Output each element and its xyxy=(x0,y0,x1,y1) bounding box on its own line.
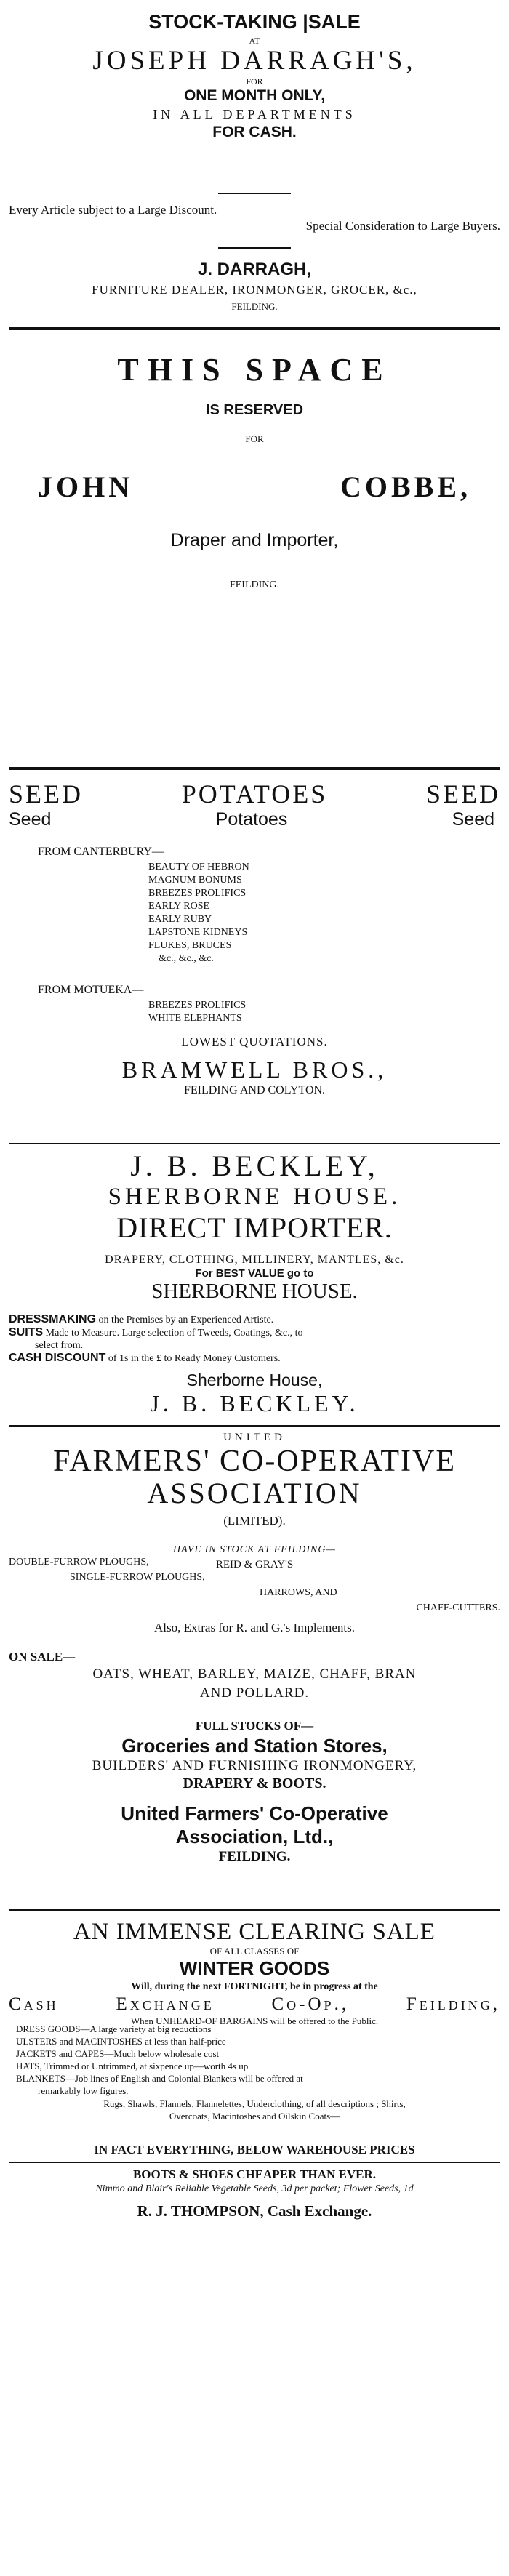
farmers-on-sale: ON SALE— xyxy=(9,1650,76,1664)
list-item: EARLY ROSE xyxy=(148,901,210,912)
thompson-rugs-2: Overcoats, Macintoshes and Oilskin Coats— xyxy=(169,2111,340,2122)
list-item: BREEZES PROLIFICS xyxy=(148,888,247,899)
section-rule-4 xyxy=(9,1425,500,1427)
list-item: JACKETS and CAPES—Much below wholesale cost xyxy=(16,2048,220,2059)
darragh-proprietor-block xyxy=(9,259,500,314)
farmers-item-2: SINGLE-FURROW PLOUGHS, xyxy=(70,1572,205,1583)
list-item: DRESS GOODS—A large variety at big reductions xyxy=(16,2023,212,2034)
thompson-rugs-1: Rugs, Shawls, Flannels, Flannelettes, Underclothing, of all descriptions ; Shirts, xyxy=(103,2098,406,2109)
cobbe-name-row xyxy=(9,470,500,505)
beckley-house: SHERBORNE HOUSE. xyxy=(108,1184,401,1210)
list-item: EARLY RUBY xyxy=(148,914,212,925)
cobbe-headline: THIS SPACE xyxy=(117,352,392,388)
farmers-title-2: ASSOCIATION xyxy=(147,1477,362,1509)
thompson-boots-block xyxy=(9,2167,500,2220)
bramwell-advertisement xyxy=(9,779,500,1098)
bramwell-subheading-row xyxy=(9,808,500,830)
list-item: LAPSTONE KIDNEYS xyxy=(148,927,248,938)
beckley-suits-label: SUITS xyxy=(9,1326,44,1339)
darragh-discount-line: Every Article subject to a Large Discount. xyxy=(9,203,217,217)
darragh-business-name: JOSEPH DARRAGH'S, xyxy=(92,46,417,76)
cobbe-reserved: IS RESERVED xyxy=(205,402,304,418)
cobbe-town: FEILDING. xyxy=(229,579,280,590)
beckley-cash xyxy=(9,1352,500,1365)
darragh-trades: FURNITURE DEALER, IRONMONGER, GROCER, &c., xyxy=(92,283,417,297)
darragh-short-rule xyxy=(218,193,291,194)
beckley-advertisement xyxy=(9,1150,500,1303)
thompson-everything: IN FACT EVERYTHING, BELOW WAREHOUSE PRICES xyxy=(94,2143,415,2156)
beckley-suits-text: Made to Measure. Large selection of Tweeds, Coatings, &c., to xyxy=(45,1328,303,1339)
darragh-discount-block xyxy=(9,202,500,234)
list-item: HATS, Trimmed or Untrimmed, at sixpence up—worth 4s up xyxy=(16,2061,249,2071)
beckley-value-house: SHERBORNE HOUSE. xyxy=(151,1280,358,1303)
thompson-advertisement xyxy=(9,1918,500,2027)
farmers-limited: (LIMITED). xyxy=(223,1514,286,1528)
list-item: BREEZES PROLIFICS xyxy=(148,1000,247,1011)
farmers-footer-town: FEILDING. xyxy=(218,1849,291,1864)
darragh-duration: ONE MONTH ONLY, xyxy=(183,87,326,104)
list-item: ULSTERS and MACINTOSHES at less than half-price xyxy=(16,2036,226,2047)
darragh-advertisement xyxy=(9,10,500,142)
darragh-for: FOR xyxy=(246,76,263,87)
farmers-extras-block xyxy=(9,1620,500,1636)
list-item: WHITE ELEPHANTS xyxy=(148,1013,242,1024)
farmers-item-4: CHAFF-CUTTERS. xyxy=(416,1602,500,1613)
list-item: FLUKES, BRUCES xyxy=(148,940,232,951)
farmers-drapery: DRAPERY & BOOTS. xyxy=(183,1775,326,1791)
beckley-footer-name: J. B. BECKLEY. xyxy=(150,1390,359,1416)
bramwell-heading-left: SEED xyxy=(9,779,83,808)
bramwell-heading-right: SEED xyxy=(425,779,500,808)
bramwell-firm: BRAMWELL BROS., xyxy=(121,1056,388,1083)
farmers-footer-2: Association, Ltd., xyxy=(175,1826,334,1847)
darragh-short-rule-2 xyxy=(218,247,291,249)
beckley-dressmaking-text: on the Premises by an Experienced Artiste. xyxy=(98,1315,274,1325)
section-rule-2 xyxy=(9,767,500,770)
beckley-suits-cont: select from. xyxy=(35,1340,84,1351)
beckley-cash-label: CASH DISCOUNT xyxy=(9,1352,106,1364)
thompson-items xyxy=(9,2023,500,2122)
darragh-terms: FOR CASH. xyxy=(212,124,297,140)
beckley-dressmaking xyxy=(9,1313,500,1326)
cobbe-for: FOR xyxy=(245,433,264,444)
darragh-headline: STOCK-TAKING |SALE xyxy=(148,11,361,33)
farmers-united: UNITED xyxy=(223,1432,286,1443)
beckley-dressmaking-label: DRESSMAKING xyxy=(9,1313,97,1325)
darragh-at: AT xyxy=(249,36,260,46)
list-item: remarkably low figures. xyxy=(38,2085,129,2096)
farmers-groceries: Groceries and Station Stores, xyxy=(121,1735,388,1757)
thompson-seeds: Nimmo and Blair's Reliable Vegetable Seeds, 3d per packet; Flower Seeds, 1d xyxy=(95,2183,414,2194)
beckley-name: J. B. BECKLEY, xyxy=(130,1149,379,1182)
section-rule-3 xyxy=(9,1143,500,1144)
darragh-scope: IN ALL DEPARTMENTS xyxy=(153,107,356,121)
bramwell-canterbury-label: FROM CANTERBURY— xyxy=(38,846,164,858)
thompson-item-list xyxy=(9,2023,500,2097)
bramwell-subheading-left: Seed xyxy=(9,809,52,830)
cobbe-advertisement xyxy=(9,342,500,592)
farmers-implements xyxy=(9,1554,500,1616)
thompson-footer: R. J. THOMPSON, Cash Exchange. xyxy=(137,2202,372,2220)
bramwell-canterbury-list xyxy=(148,861,500,966)
thompson-store-3: Co-Op., xyxy=(271,1994,350,2014)
bramwell-towns: FEILDING AND COLYTON. xyxy=(183,1084,326,1096)
thompson-store-4: Feilding, xyxy=(406,1994,500,2014)
thompson-store-row xyxy=(9,1994,500,2015)
farmers-in-stock: HAVE IN STOCK AT FEILDING— xyxy=(173,1544,336,1555)
farmers-grains-1: OATS, WHEAT, BARLEY, MAIZE, CHAFF, BRAN xyxy=(92,1666,417,1682)
bramwell-heading-center: POTATOES xyxy=(181,779,328,808)
thompson-goods: WINTER GOODS xyxy=(179,1957,330,1979)
section-rule-7 xyxy=(9,2162,500,2163)
farmers-advertisement xyxy=(9,1429,500,1572)
bramwell-motueka-list xyxy=(148,999,500,1025)
section-rule-5 xyxy=(9,1909,500,1911)
farmers-title-1: FARMERS' CO-OPERATIVE xyxy=(52,1445,457,1478)
farmers-footer-1: United Farmers' Co-Operative xyxy=(121,1802,388,1824)
beckley-suits xyxy=(9,1326,500,1339)
beckley-footer-house: Sherborne House, xyxy=(186,1371,323,1389)
thompson-will: Will, during the next FORTNIGHT, be in progress at the xyxy=(131,1981,378,1992)
list-item: BEAUTY OF HEBRON xyxy=(148,862,249,872)
beckley-cash-text: of 1s in the £ to Ready Money Customers. xyxy=(108,1353,281,1364)
farmers-maker: REID & GRAY'S xyxy=(215,1559,294,1570)
farmers-builders: BUILDERS' AND FURNISHING IRONMONGERY, xyxy=(92,1758,417,1773)
farmers-extras: Also, Extras for R. and G.'s Implements. xyxy=(154,1621,355,1634)
bramwell-subheading-center: Potatoes xyxy=(215,809,288,830)
cobbe-name-last: COBBE, xyxy=(340,470,471,503)
bramwell-subheading-right: Seed xyxy=(452,809,494,830)
thompson-store-2: Exchange xyxy=(116,1994,215,2014)
darragh-buyers-line: Special Consideration to Large Buyers. xyxy=(305,219,500,233)
farmers-item-3: HARROWS, AND xyxy=(260,1587,337,1598)
list-item: BLANKETS—Job lines of English and Colonial Blankets will be offered at xyxy=(16,2073,303,2084)
thompson-footer-block xyxy=(9,2142,500,2158)
thompson-boots: BOOTS & SHOES CHEAPER THAN EVER. xyxy=(132,2167,377,2181)
farmers-stocks: FULL STOCKS OF— xyxy=(195,1719,314,1733)
list-item: &c., &c., &c. xyxy=(159,953,214,964)
darragh-proprietor: J. DARRAGH, xyxy=(197,260,311,279)
farmers-stocks-block xyxy=(9,1717,500,1866)
thompson-store-1: Cash xyxy=(9,1994,59,2014)
farmers-on-sale-block xyxy=(9,1649,500,1703)
beckley-lines: DRAPERY, CLOTHING, MILLINERY, MANTLES, &c. xyxy=(105,1253,404,1266)
cobbe-trade: Draper and Importer, xyxy=(170,530,339,550)
farmers-grains-2: AND POLLARD. xyxy=(199,1685,310,1701)
bramwell-heading-row xyxy=(9,779,500,808)
thompson-headline: AN IMMENSE CLEARING SALE xyxy=(73,1919,436,1945)
cobbe-name-first: JOHN xyxy=(38,470,134,503)
thompson-bargains: When UNHEARD-OF BARGAINS will be offered to the Public. xyxy=(130,2015,379,2026)
section-rule-1 xyxy=(9,327,500,330)
farmers-item-1: DOUBLE-FURROW PLOUGHS, xyxy=(9,1557,149,1568)
thompson-of-all: OF ALL CLASSES OF xyxy=(209,1946,300,1957)
list-item: MAGNUM BONUMS xyxy=(148,875,242,886)
beckley-value-line: For BEST VALUE go to xyxy=(195,1267,314,1280)
beckley-footer xyxy=(9,1370,500,1416)
beckley-importer: DIRECT IMPORTER. xyxy=(116,1211,393,1244)
bramwell-motueka-label: FROM MOTUEKA— xyxy=(38,984,144,996)
beckley-services xyxy=(9,1313,500,1365)
bramwell-quotations: LOWEST QUOTATIONS. xyxy=(181,1035,328,1048)
darragh-town: FEILDING. xyxy=(231,301,278,312)
